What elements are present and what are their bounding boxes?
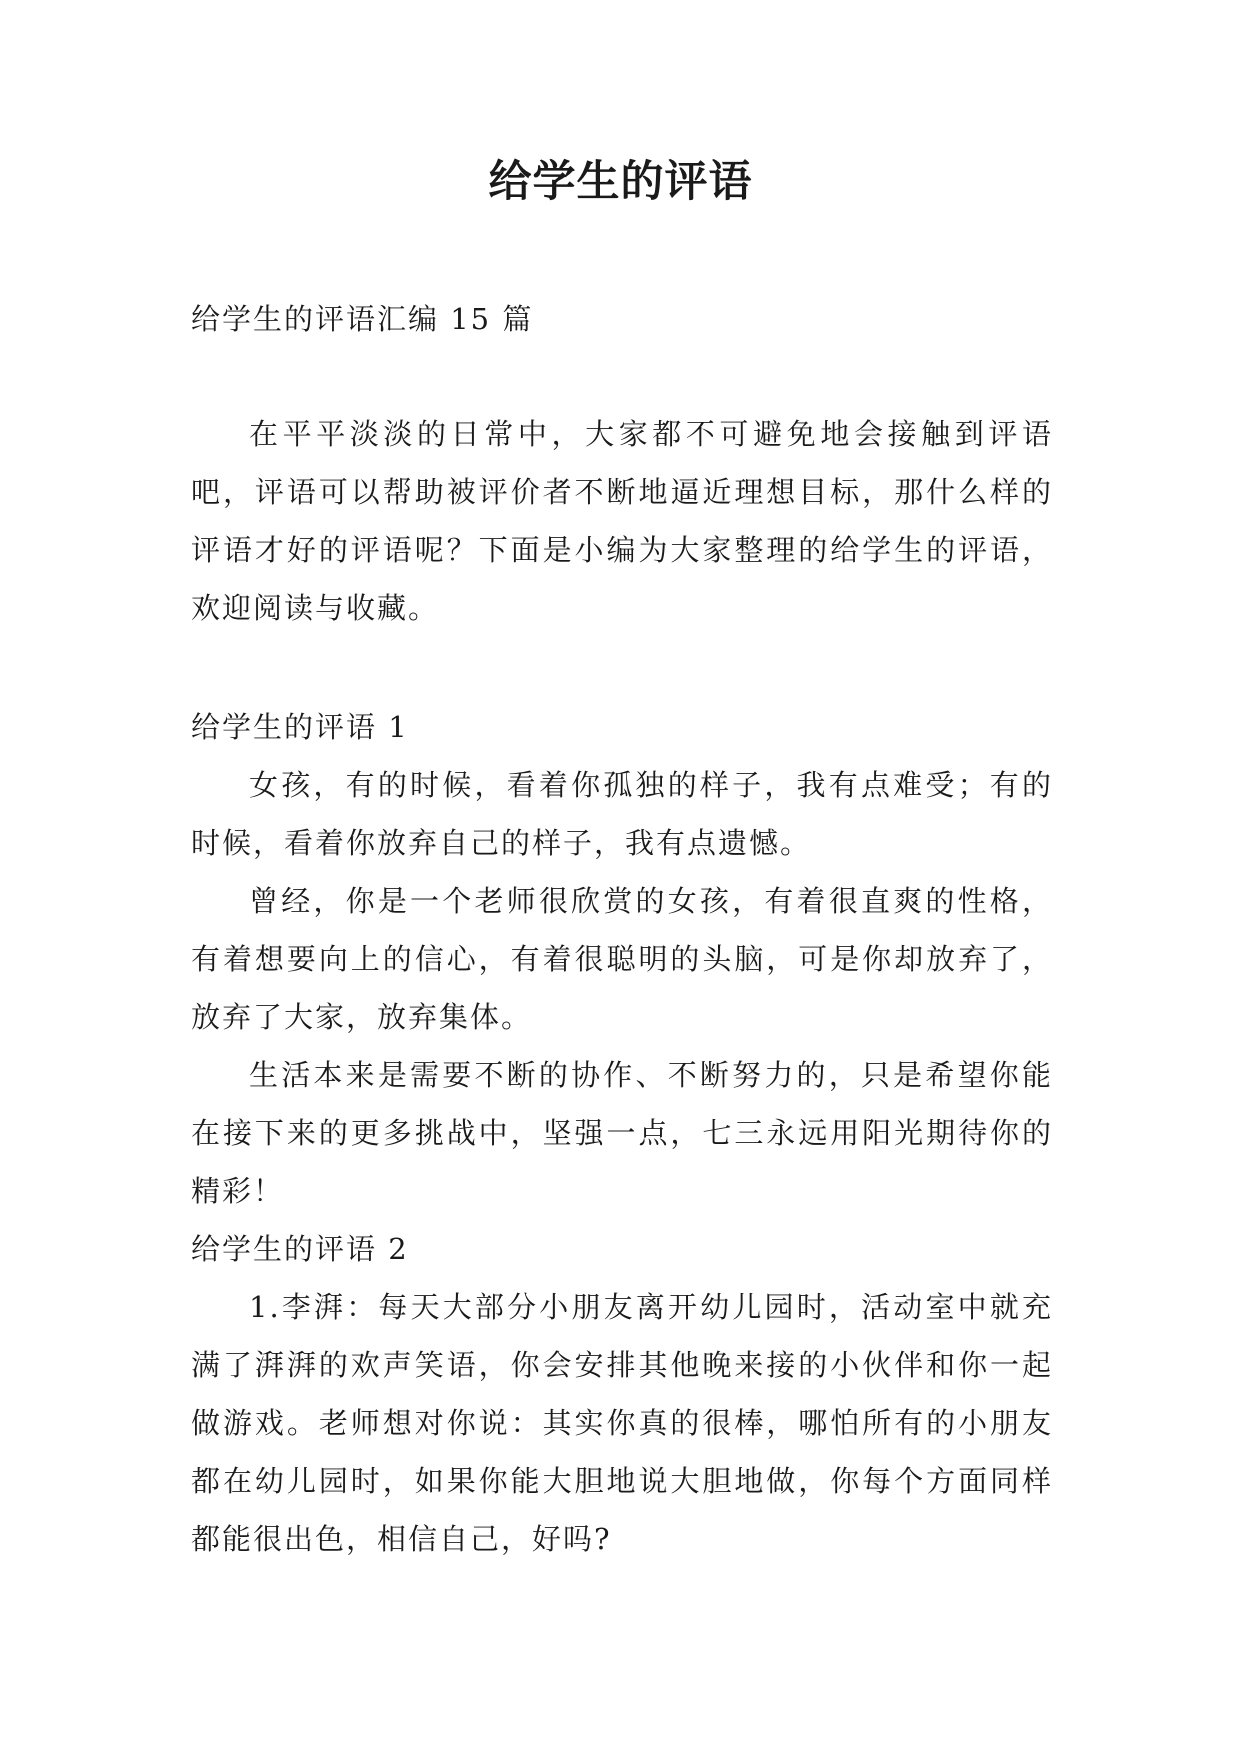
intro-paragraph: 在平平淡淡的日常中，大家都不可避免地会接触到评语吧，评语可以帮助被评价者不断地逼近理想目标，那什么样的评语才好的评语呢？下面是小编为大家整理的给学生的评语，欢迎阅读与收藏。 — [191, 417, 1053, 625]
body-paragraph: 生活本来是需要不断的协作、不断努力的，只是希望你能在接下来的更多挑战中，坚强一点，七三永远用阳光期待你的精彩！ — [191, 1058, 1053, 1208]
body-paragraph: 1.李湃：每天大部分小朋友离开幼儿园时，活动室中就充满了湃湃的欢声笑语，你会安排其他晚来接的小伙伴和你一起做游戏。老师想对你说：其实你真的很棒，哪怕所有的小朋友都在幼儿园时，如果你能大胆地说大胆地做，你每个方面同样都能很出色，相信自己，好吗? — [191, 1290, 1053, 1556]
document-title: 给学生的评语 — [488, 157, 753, 207]
section-2 — [191, 1220, 1053, 1568]
section-heading: 给学生的评语 1 — [191, 710, 409, 744]
body-paragraph: 女孩，有的时候，看着你孤独的样子，我有点难受；有的时候，看着你放弃自己的样子，我有点遗憾。 — [191, 768, 1053, 860]
body-block — [191, 698, 1053, 1568]
section-heading: 给学生的评语 2 — [191, 1232, 409, 1266]
body-paragraph: 曾经，你是一个老师很欣赏的女孩，有着很直爽的性格，有着想要向上的信心，有着很聪明的头脑，可是你却放弃了，放弃了大家，放弃集体。 — [191, 884, 1053, 1034]
section-1 — [191, 698, 1053, 1220]
document-subtitle: 给学生的评语汇编 15 篇 — [191, 302, 534, 336]
intro-block — [191, 405, 1053, 637]
